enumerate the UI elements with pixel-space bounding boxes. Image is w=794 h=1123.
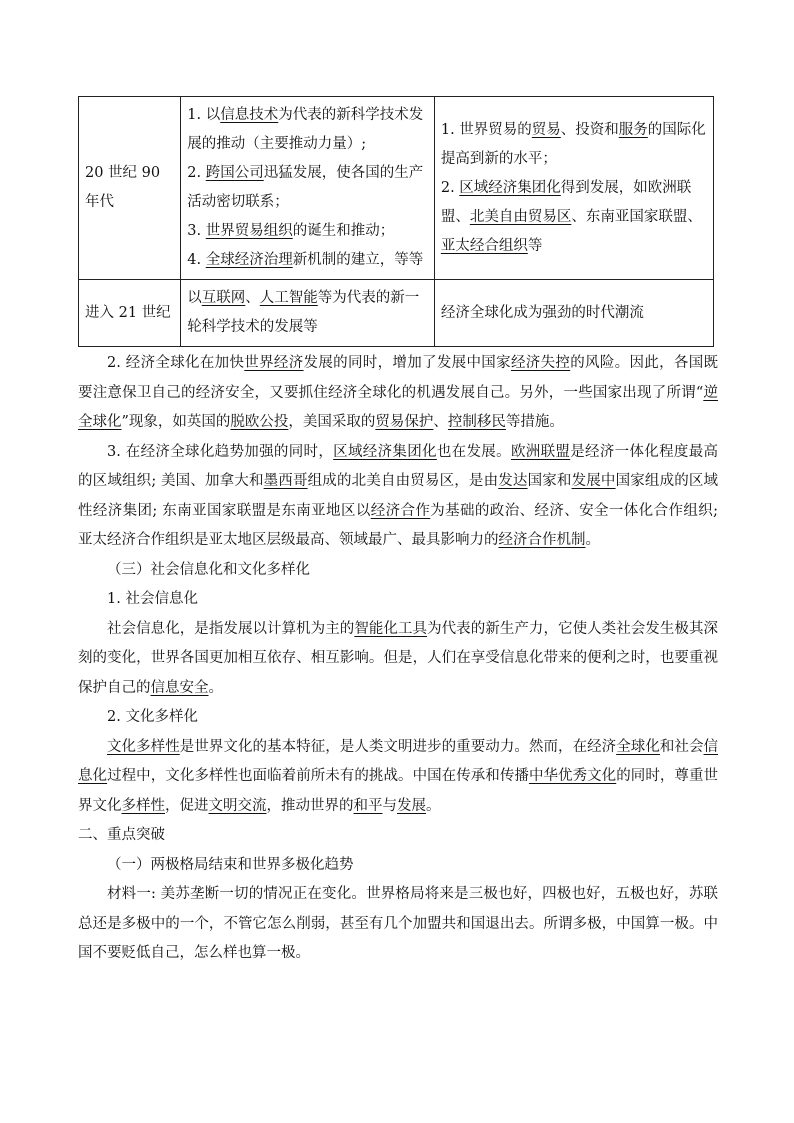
key-term: 多样性: [121, 797, 165, 814]
key-term: 逆全球化: [78, 384, 718, 430]
text-run: 2.: [440, 179, 460, 196]
text-run: 的风险。因此，各国既要注意保卫自己的经济安全，又要抓住经济全球化的机遇发展自己。另外，一些国家出现了所谓“: [78, 355, 719, 401]
text-run: 新机制的建立，等等: [292, 252, 424, 268]
key-term: 区域经济集团化: [459, 179, 561, 196]
text-run: 。: [585, 532, 600, 548]
text-run: 社会信息化，是指发展以计算机为主的: [107, 620, 355, 637]
effect-line: [441, 299, 707, 328]
period-cell: 进入 21 世纪: [79, 280, 181, 347]
text-run: 、投资和: [560, 121, 619, 138]
text-run: 国家和: [527, 473, 572, 489]
text-run: 1. 社会信息化: [107, 591, 198, 607]
cause-line: [187, 217, 428, 246]
text-run: 材料一: 美苏垄断一切的情况正在变化。世界格局将来是三极也好，四极也好，五极也好，苏联总还是多极中的一个，不管它怎么削弱，甚至有几个加盟共和国退出去。所谓多极，中国算一极。中国不要贬低自己，怎么样也算一极。: [78, 886, 718, 961]
key-term: 全球经济治理: [205, 252, 293, 268]
key-term: 区域经济集团化: [333, 443, 437, 460]
key-term: 互联网: [201, 290, 246, 306]
text-run: 等为代表的新一轮科学技术的发展等: [187, 290, 420, 335]
key-term: 文明交流: [208, 797, 267, 814]
key-term: 贸易保护: [375, 414, 434, 430]
causes-cell: [181, 97, 435, 280]
paragraph: [78, 851, 718, 881]
text-run: 等: [527, 237, 543, 254]
text-run: 2.: [187, 165, 206, 181]
key-term: 发达: [498, 473, 528, 489]
paragraph: [78, 438, 718, 556]
key-term: 墨西哥: [263, 473, 308, 489]
paragraph: [78, 556, 718, 586]
text-run: 的同时，尊重世界文化: [78, 768, 719, 814]
key-term: 欧洲联盟: [510, 443, 571, 460]
text-run: 等措施。: [505, 414, 564, 430]
text-run: 也在发展。: [436, 443, 511, 460]
text-run: 、东南亚国家联盟、: [571, 208, 702, 225]
text-run: 组成的北美自由贸易区，是由: [307, 473, 499, 489]
key-term: 亚太经合组织: [440, 237, 528, 254]
text-run: 、: [433, 414, 448, 430]
text-run: 和社会: [659, 738, 704, 755]
key-term: 控制移民: [447, 414, 506, 430]
table-row: [79, 280, 714, 347]
effects-cell: [434, 280, 713, 347]
key-term: 发展: [397, 797, 426, 814]
key-term: 中华优秀文化: [528, 768, 617, 784]
text-run: 为代表的新科学技术发展的推动（主要推动力量）;: [187, 107, 424, 152]
key-term: 信息技术: [220, 107, 279, 123]
text-run: 3.: [187, 223, 206, 239]
text-run: 1. 世界贸易的: [440, 121, 532, 138]
text-run: 3. 在经济全球化趋势加强的同时，: [107, 443, 334, 460]
cause-line: [187, 246, 428, 275]
text-run: （三）社会信息化和文化多样化: [107, 561, 310, 578]
key-term: 贸易: [531, 121, 561, 138]
text-run: 。: [426, 797, 441, 814]
text-run: 发展的同时，增加了发展中国家: [303, 355, 511, 371]
paragraph: [78, 349, 718, 438]
body-text: [78, 349, 718, 969]
text-run: 2. 经济全球化在加快: [107, 355, 245, 371]
key-term: 信息安全: [150, 679, 209, 696]
text-run: ，美国采取的: [288, 414, 376, 430]
paragraph: [78, 733, 718, 822]
text-run: 二、重点突破: [78, 827, 165, 843]
text-run: 得到发展，如欧洲联盟、: [440, 179, 692, 225]
cause-line: [187, 159, 428, 217]
period-cell: 20 世纪 90 年代: [79, 97, 181, 280]
paragraph: [78, 703, 718, 733]
text-run: 以: [187, 290, 202, 306]
key-term: 信息化: [78, 738, 719, 784]
cause-line: [187, 101, 428, 159]
causes-cell: [181, 280, 435, 347]
text-run: ”现象，如英国的: [121, 414, 231, 430]
text-run: 2. 文化多样化: [107, 709, 198, 725]
effect-line: [441, 174, 707, 261]
text-run: ，促进: [165, 797, 209, 814]
text-run: 是世界文化的基本特征，是人类文明进步的重要动力。然而，在经济: [179, 738, 617, 755]
text-run: 的诞生和推动；: [292, 223, 395, 239]
key-term: 北美自由贸易区: [469, 208, 572, 225]
text-run: 过程中，文化多样性也面临着前所未有的挑战。中国在传承和传播: [107, 768, 529, 784]
text-run: （一）两极格局结束和世界多极化趋势: [107, 856, 354, 873]
key-term: 世界经济: [244, 355, 304, 371]
text-run: 是经济一体化程度最高的区域组织; 美国、加拿大和: [78, 443, 719, 489]
text-run: 国家组成的区域性经济集团; 东南亚国家联盟是东南亚地区以: [78, 473, 719, 519]
key-term: 经济合作机制: [498, 532, 586, 548]
paragraph: [78, 880, 718, 969]
text-run: ，推动世界的: [266, 797, 354, 814]
key-term: 经济失控: [510, 355, 571, 371]
globalization-table: [78, 96, 714, 347]
effects-cell: [434, 97, 713, 280]
text-run: 4.: [187, 252, 206, 268]
cause-line: [187, 284, 428, 342]
key-term: 服务: [618, 121, 648, 138]
key-term: 经济合作: [370, 502, 431, 519]
key-term: 跨国公司: [205, 165, 264, 181]
key-term: 脱欧公投: [230, 414, 289, 430]
effect-line: [441, 116, 707, 174]
text-run: 与: [382, 797, 397, 814]
text-run: 为基础的政治、经济、安全一体化合作组织; 亚太经济合作组织是亚太地区层级最高、领域最广、最具影响力的: [78, 502, 718, 548]
key-term: 发展中: [571, 473, 616, 489]
paragraph: [78, 585, 718, 615]
key-term: 全球化: [616, 738, 660, 755]
document-page: [78, 96, 718, 969]
key-term: 和平: [353, 797, 383, 814]
text-run: 1. 以: [187, 107, 221, 123]
text-run: 为代表的新生产力，它使人类社会发生极其深刻的变化，世界各国更加相互依存、相互影响。但是，人们在享受信息化带来的便利之时，也要重视保护自己的: [78, 620, 719, 696]
text-run: 。: [208, 679, 223, 696]
paragraph: [78, 821, 718, 851]
text-run: 经济全球化成为强劲的时代潮流: [440, 304, 644, 321]
text-run: 的国际化提高到新的水平；: [440, 121, 706, 167]
key-term: 人工智能: [259, 290, 318, 306]
text-run: 迅猛发展，使各国的生产活动密切联系；: [187, 165, 424, 210]
paragraph: [78, 615, 718, 704]
key-term: 智能化工具: [354, 620, 428, 637]
key-term: 世界贸易组织: [205, 223, 293, 239]
text-run: 、: [245, 290, 260, 306]
key-term: 文化多样性: [107, 738, 180, 755]
table-row: [79, 97, 714, 280]
